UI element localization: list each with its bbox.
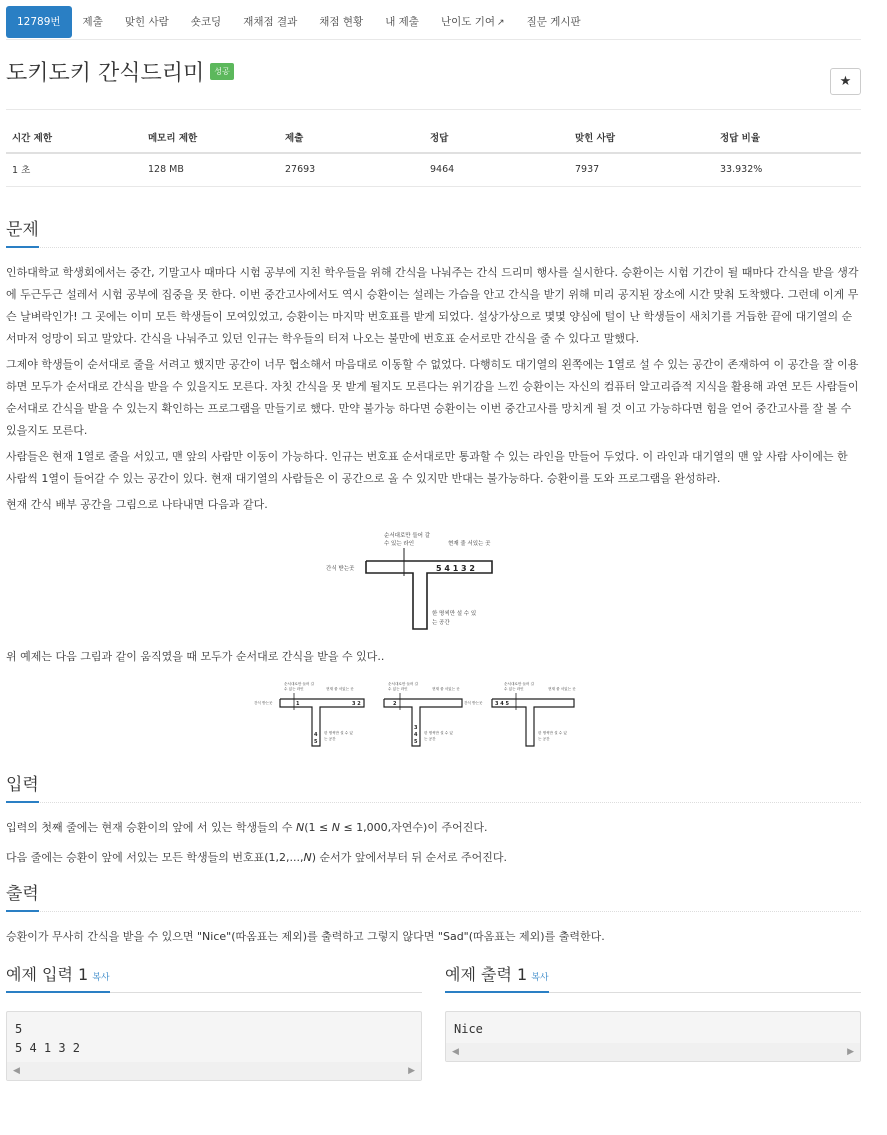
step2-label-bottom2: 는 공간	[423, 737, 436, 741]
label-bottom: 한 명씩만 설 수 있	[431, 611, 476, 617]
step3-top: 3 4 5	[494, 701, 509, 707]
sample-output-heading	[445, 962, 549, 993]
step2-top: 2	[392, 701, 396, 707]
output-paragraph: 승환이가 무사히 간식을 받을 수 있으면 "Nice"(따옴표는 제외)를 출력하고 그렇지 않다면 "Sad"(따옴표는 제외)를 출력한다.	[6, 930, 605, 943]
problem-section-title: 문제	[6, 215, 39, 248]
horizontal-scrollbar[interactable]	[446, 1043, 860, 1061]
var-n: N	[296, 821, 305, 834]
problem-info-table	[6, 124, 861, 187]
step1-label-bottom: 한 명씩만 설 수 있	[323, 731, 353, 735]
table-cell: 128 MB	[142, 153, 279, 187]
sample-input-head	[6, 962, 422, 993]
var-n: N	[331, 821, 340, 834]
step3-label-bottom2: 는 공간	[537, 737, 550, 741]
table-cell: 1 초	[6, 153, 142, 187]
step2-label-right: 현재 줄 서있는 곳	[431, 687, 460, 691]
table-cell: 27693	[279, 153, 424, 187]
step2-stack-item: 4	[413, 732, 417, 738]
step2-stack-item: 3	[413, 725, 417, 731]
tab-solved-users[interactable]: 맞힌 사람	[124, 15, 169, 28]
horizontal-scrollbar[interactable]	[7, 1062, 421, 1080]
tab-difficulty[interactable]	[430, 6, 516, 38]
label-top: 순서대로만 들어 갈	[383, 533, 430, 539]
step-3	[492, 681, 576, 746]
status-badge: 성공	[210, 63, 233, 80]
table-header: 정답	[424, 124, 569, 153]
input-text: ≤ 1,000,자연수)이 주어진다.	[339, 821, 488, 834]
scroll-right-icon[interactable]: ▶	[847, 1047, 854, 1057]
problem-header	[6, 40, 861, 110]
step-2	[384, 681, 483, 746]
step1-queue: 3 2	[351, 701, 361, 707]
step1-label-top: 순서대로만 들어 갈	[283, 682, 314, 686]
step1-label-top2: 수 있는 라인	[283, 687, 304, 691]
tab-problem[interactable]: 12789번	[6, 6, 72, 38]
tab-qna-board[interactable]: 질문 게시판	[526, 15, 581, 28]
step3-label-top2: 수 있는 라인	[503, 687, 524, 691]
table-header: 메모리 제한	[142, 124, 279, 153]
problem-nav	[6, 4, 861, 40]
step2-label-top: 순서대로만 들어 갈	[387, 682, 418, 686]
sample-output-text: Nice	[454, 1022, 483, 1036]
tab-status[interactable]: 채점 현황	[319, 15, 364, 28]
output-section-head	[6, 879, 861, 912]
step2-stack-item: 5	[413, 739, 417, 745]
figure-movement-steps	[6, 680, 861, 752]
examples	[6, 962, 861, 1081]
sample-input-heading	[6, 962, 110, 993]
table-cell: 9464	[424, 153, 569, 187]
var-n: N	[303, 851, 312, 864]
problem-title: 도키도키 간식드리미	[6, 61, 205, 86]
input-paragraph	[6, 817, 861, 839]
problem-paragraph: 위 예제는 다음 그림과 같이 움직였을 때 모두가 순서대로 간식을 받을 수 있다..	[6, 650, 385, 663]
star-icon: ★	[839, 74, 852, 89]
step2-label-bottom: 한 명씩만 설 수 있	[423, 731, 453, 735]
problem-paragraph: 인하대학교 학생회에서는 중간, 기말고사 때마다 시험 공부에 지친 학우들을 위해 간식을 나눠주는 간식 드리미 행사를 실시한다. 승환이는 시험 기간이 될 때마다 간식을 받을 생각에 두근두근 설레서 시험 공부에 집중을 못 한다. 이번 중간고사에서도 역시 승환이는 설레는 가슴을 안고 간식을 받기 위해 미리 공지된 장소에 시간 맞춰 도착했다. 그런데 이게 무슨 날벼락인가! 그 곳에는 이미 모든 학생들이 모여있었고, 승환이는 마지막 번호표를 받게 되었다. 설상가상으로 몇몇 양심에 털이 난 학생들이 새치기를 거듭한 끝에 대기열의 순서마저 엉망이 되고 말았다. 간식을 나눠주고 있던 인규는 학우들의 터져 나오는 불만에 번호표 순서로만 간식을 줄 수 있다고 말했다.	[6, 266, 859, 345]
table-cell: 7937	[569, 153, 714, 187]
tab-short-coding[interactable]: 숏코딩	[190, 15, 222, 28]
scroll-left-icon[interactable]: ◀	[452, 1047, 459, 1057]
tab-submit[interactable]: 제출	[82, 15, 103, 28]
problem-paragraph: 그제야 학생들이 순서대로 줄을 서려고 했지만 공간이 너무 협소해서 마음대로 이동할 수 없었다. 다행히도 대기열의 왼쪽에는 1열로 설 수 있는 공간이 존재하여 이 공간을 잘 이용하면 모두가 순서대로 간식을 받을 수 있을지도 모른다. 자칫 간식을 못 받게 될지도 모른다는 위기감을 느낀 승환이는 자신의 컴퓨터 알고리즘적 지식을 활용해 과연 모든 사람들이 순서대로 간식을 받을 수 있는지 확인하는 프로그램을 만들기로 했다. 만약 불가능 하다면 승환이는 이번 중간고사를 망치게 될 것 이고 가능하다면 힘을 얻어 중간고사를 잘 볼 수 있을지도 모른다.	[6, 358, 859, 437]
sample-output-head	[445, 962, 861, 993]
sample-input-title: 예제 입력 1	[6, 965, 89, 984]
sample-output	[445, 962, 861, 1081]
copy-input-button[interactable]: 복사	[92, 973, 110, 983]
step1-top: 1	[295, 701, 299, 707]
table-header-row	[6, 124, 861, 153]
snack-space-diagram	[324, 528, 544, 636]
input-text: ) 순서가 앞에서부터 뒤 순서로 주어진다.	[311, 851, 508, 864]
label-right: 현재 줄 서있는 곳	[447, 541, 490, 547]
input-paragraph	[6, 847, 861, 869]
sample-output-box	[445, 1011, 861, 1062]
step1-label-right: 현재 줄 서있는 곳	[325, 687, 354, 691]
step3-label-top: 순서대로만 들어 갈	[503, 682, 534, 686]
label-bottom2: 는 공간	[431, 620, 450, 626]
sample-input	[6, 962, 422, 1081]
input-text: 입력의 첫째 줄에는 현재 승환이의 앞에 서 있는 학생들의 수	[6, 821, 296, 834]
input-text: 다음 줄에는 승환이 앞에 서있는 모든 학생들의 번호표(1,2,...,	[6, 851, 304, 864]
problem-paragraph: 현재 간식 배부 공간을 그림으로 나타내면 다음과 같다.	[6, 498, 268, 511]
sample-output-title: 예제 출력 1	[445, 965, 528, 984]
movement-steps-diagram	[254, 680, 614, 750]
step3-label-bottom: 한 명씩만 설 수 있	[537, 731, 567, 735]
step1-stack-item: 5	[313, 739, 317, 745]
label-top2: 수 있는 라인	[383, 541, 414, 547]
table-header: 시간 제한	[6, 124, 142, 153]
table-cell: 33.932%	[714, 153, 861, 187]
sample-input-box	[6, 1011, 422, 1081]
tab-rejudge[interactable]: 재채점 결과	[243, 15, 298, 28]
step1-label-bottom2: 는 공간	[323, 737, 336, 741]
external-link-icon: ↗	[497, 17, 505, 28]
star-button[interactable]	[830, 68, 861, 95]
step2-label-left: 간식 받는곳	[463, 701, 482, 705]
problem-title-wrap	[6, 56, 234, 87]
problem-section-head	[6, 215, 861, 248]
table-header: 정답 비율	[714, 124, 861, 153]
scroll-left-icon[interactable]: ◀	[13, 1066, 20, 1076]
step3-label-right: 현재 줄 서있는 곳	[547, 687, 576, 691]
sample-input-text: 5 5 4 1 3 2	[15, 1022, 81, 1055]
tab-difficulty-label: 난이도 기여	[440, 15, 496, 28]
label-left: 간식 받는곳	[325, 566, 354, 572]
input-section-title: 입력	[6, 770, 39, 803]
figure-snack-space	[6, 528, 861, 638]
copy-output-button[interactable]: 복사	[531, 973, 549, 983]
table-header: 맞힌 사람	[569, 124, 714, 153]
step1-label-left: 간식 받는곳	[253, 701, 272, 705]
problem-paragraph: 사람들은 현재 1열로 줄을 서있고, 맨 앞의 사람만 이동이 가능하다. 인규는 번호표 순서대로만 통과할 수 있는 라인을 만들어 두었다. 이 라인과 대기열의 맨 앞 사람 사이에는 한 사람씩 1열이 들어갈 수 있는 공간이 있다. 현재 대기열의 사람들은 이 공간으로 올 수 있지만 반대는 불가능하다. 승환이를 도와 프로그램을 완성하라.	[6, 450, 848, 485]
step1-stack-item: 4	[313, 732, 317, 738]
table-row	[6, 153, 861, 187]
table-header: 제출	[279, 124, 424, 153]
step-1	[254, 681, 364, 746]
queue-numbers: 5 4 1 3 2	[435, 564, 475, 573]
input-text: (1 ≤	[304, 821, 332, 834]
scroll-right-icon[interactable]: ▶	[408, 1066, 415, 1076]
output-section-title: 출력	[6, 879, 39, 912]
input-section-head	[6, 770, 861, 803]
step2-label-top2: 수 있는 라인	[387, 687, 408, 691]
tab-my-submissions[interactable]: 내 제출	[385, 15, 419, 28]
